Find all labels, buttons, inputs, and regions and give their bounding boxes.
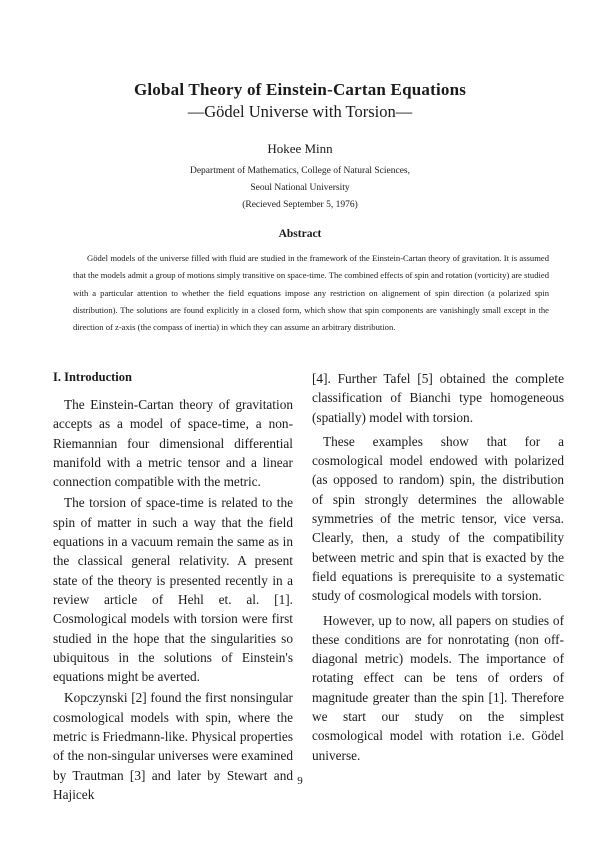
right-column xyxy=(312,369,564,765)
abstract-text: Gödel models of the universe filled with fluid are studied in the framework of the Einstein-Cartan theory of gravitation. It is assumed that the models admit a group of motions simply transitive on space-time. The combined effects of spin and rotation (vorticity) are studied with a particular attention to whether the field equations impose any restriction on alignement of spin direction (a polarized spin distribution). The solutions are found explicitly in a closed form, which show that spin components are vanishingly small except in the direction of z-axis (the compass of inertia) in which they can assume an arbitrary distribution. xyxy=(73,253,549,333)
section-heading: I. Introduction xyxy=(53,370,132,384)
affiliation-university: Seoul National University xyxy=(250,183,350,193)
body-paragraph: However, up to now, all papers on studies of these conditions are for nonrotating (non off-diagonal metric) models. The importance of rotating effect can be tens of orders of magnitude greater than the spin [1]. Therefore we start our study on the simplest cosmological model with rotation i.e. Gödel universe. xyxy=(312,612,564,763)
body-paragraph: The Einstein-Cartan theory of gravitation accepts as a model of space-time, a non-Riemannian four dimensional differential manifold with a metric tensor and a linear connection compatible with the metric. xyxy=(53,397,293,490)
abstract-heading: Abstract xyxy=(278,228,322,240)
received-date: (Recieved September 5, 1976) xyxy=(242,200,358,210)
paper-subtitle: —Gödel Universe with Torsion— xyxy=(187,102,413,121)
author-name: Hokee Minn xyxy=(267,141,333,156)
body-paragraph-continued: [4]. Further Tafel [5] obtained the complete classification of Bianchi type homogeneous (spatially) model with torsion. xyxy=(312,371,564,425)
affiliation-department: Department of Mathematics, College of Natural Sciences, xyxy=(189,166,410,176)
page-number: 9 xyxy=(297,775,303,787)
body-paragraph: These examples show that for a cosmological model endowed with polarized (as opposed to random) spin, the distribution of spin strongly determines the allowable symmetries of the metric tensor, vice versa. Clearly, then, a study of the compatibility between metric and spin that is exacted by the field equations is prerequisite to a systematic study of cosmological models with torsion. xyxy=(312,433,564,604)
body-paragraph: Kopczynski [2] found the first nonsingular cosmological models with spin, where the metric is Friedmann-like. Physical properties of the non-singular universes were examined by Trautman [3] and later by Stewart and Hajicek xyxy=(53,690,293,802)
paper-title: Global Theory of Einstein-Cartan Equations xyxy=(133,80,467,99)
left-column xyxy=(53,369,293,804)
body-paragraph: The torsion of space-time is related to the spin of matter in such a way that the field equations in a vacuum remain the same as in the classical general relativity. A present state of the theory is presented recently in a review article of Hehl et. al. [1]. Cosmological models with torsion were first studied in the hope that the singularities so ubiquitous in the solutions of Einstein's equations might be averted. xyxy=(53,495,293,685)
